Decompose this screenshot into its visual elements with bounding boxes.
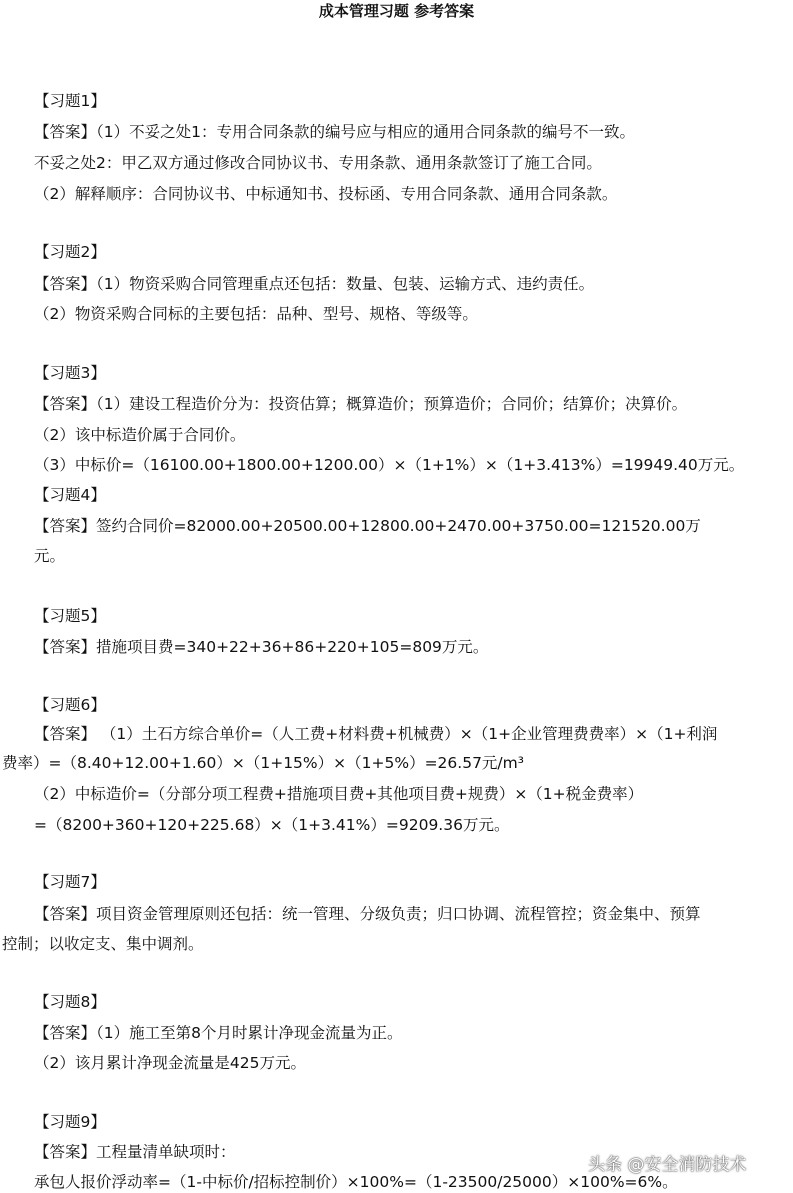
exercise-1-heading: 【习题1】 [34, 92, 106, 110]
exercise-4-heading: 【习题4】 [34, 486, 106, 504]
exercise-6-answer-line-1: 【答案】 （1）土石方综合单价=（人工费+材料费+机械费）×（1+企业管理费费率）×（1+利润 [34, 725, 718, 743]
exercise-9-answer-line-1: 【答案】工程量清单缺项时： [34, 1143, 236, 1161]
exercise-2-heading: 【习题2】 [34, 243, 106, 261]
exercise-1-answer-line-1: 【答案】（1）不妥之处1：专用合同条款的编号应与相应的通用合同条款的编号不一致。 [34, 123, 635, 141]
exercise-3-answer-line-2: （2）该中标造价属于合同价。 [34, 426, 246, 444]
exercise-2-answer-line-2: （2）物资采购合同标的主要包括：品种、型号、规格、等级等。 [34, 305, 478, 323]
exercise-3-heading: 【习题3】 [34, 364, 106, 382]
exercise-3-answer-line-1: 【答案】（1）建设工程造价分为：投资估算；概算造价；预算造价；合同价；结算价；决算价。 [34, 395, 688, 413]
exercise-1-answer-line-3: （2）解释顺序：合同协议书、中标通知书、投标函、专用合同条款、通用合同条款。 [34, 185, 618, 203]
exercise-7-answer-line-2: 控制；以收定支、集中调剂。 [2, 935, 204, 953]
exercise-6-answer-line-3: （2）中标造价=（分部分项工程费+措施项目费+其他项目费+规费）×（1+税金费率） [34, 785, 644, 803]
exercise-5-heading: 【习题5】 [34, 607, 106, 625]
exercise-5-answer-line-1: 【答案】措施项目费=340+22+36+86+220+105=809万元。 [34, 638, 489, 656]
exercise-6-heading: 【习题6】 [34, 696, 106, 714]
exercise-4-answer-line-2: 元。 [34, 547, 66, 565]
exercise-7-answer-line-1: 【答案】项目资金管理原则还包括：统一管理、分级负责；归口协调、流程管控；资金集中、预算 [34, 905, 701, 923]
watermark: 头条 @安全消防技术 [588, 1155, 747, 1175]
page-title: 成本管理习题 参考答案 [318, 2, 475, 20]
exercise-8-heading: 【习题8】 [34, 993, 106, 1011]
exercise-8-answer-line-2: （2）该月累计净现金流量是425万元。 [34, 1054, 306, 1072]
exercise-6-answer-line-4: =（8200+360+120+225.68）×（1+3.41%）=9209.36万元。 [34, 816, 510, 834]
exercise-9-answer-line-2: 承包人报价浮动率=（1-中标价/招标控制价）×100%=（1-23500/25000）×100%=6%。 [34, 1173, 678, 1191]
exercise-4-answer-line-1: 【答案】签约合同价=82000.00+20500.00+12800.00+2470.00+3750.00=121520.00万 [34, 517, 701, 535]
exercise-6-answer-line-2: 费率）=（8.40+12.00+1.60）×（1+15%）×（1+5%）=26.57元/m³ [2, 754, 524, 772]
exercise-9-heading: 【习题9】 [34, 1113, 106, 1131]
exercise-8-answer-line-1: 【答案】（1）施工至第8个月时累计净现金流量为正。 [34, 1024, 403, 1042]
exercise-2-answer-line-1: 【答案】（1）物资采购合同管理重点还包括：数量、包装、运输方式、违约责任。 [34, 275, 595, 293]
exercise-3-answer-line-3: （3）中标价=（16100.00+1800.00+1200.00）×（1+1%）×（1+3.413%）=19949.40万元。 [34, 456, 745, 474]
exercise-1-answer-line-2: 不妥之处2：甲乙双方通过修改合同协议书、专用条款、通用条款签订了施工合同。 [34, 154, 602, 172]
exercise-7-heading: 【习题7】 [34, 873, 106, 891]
